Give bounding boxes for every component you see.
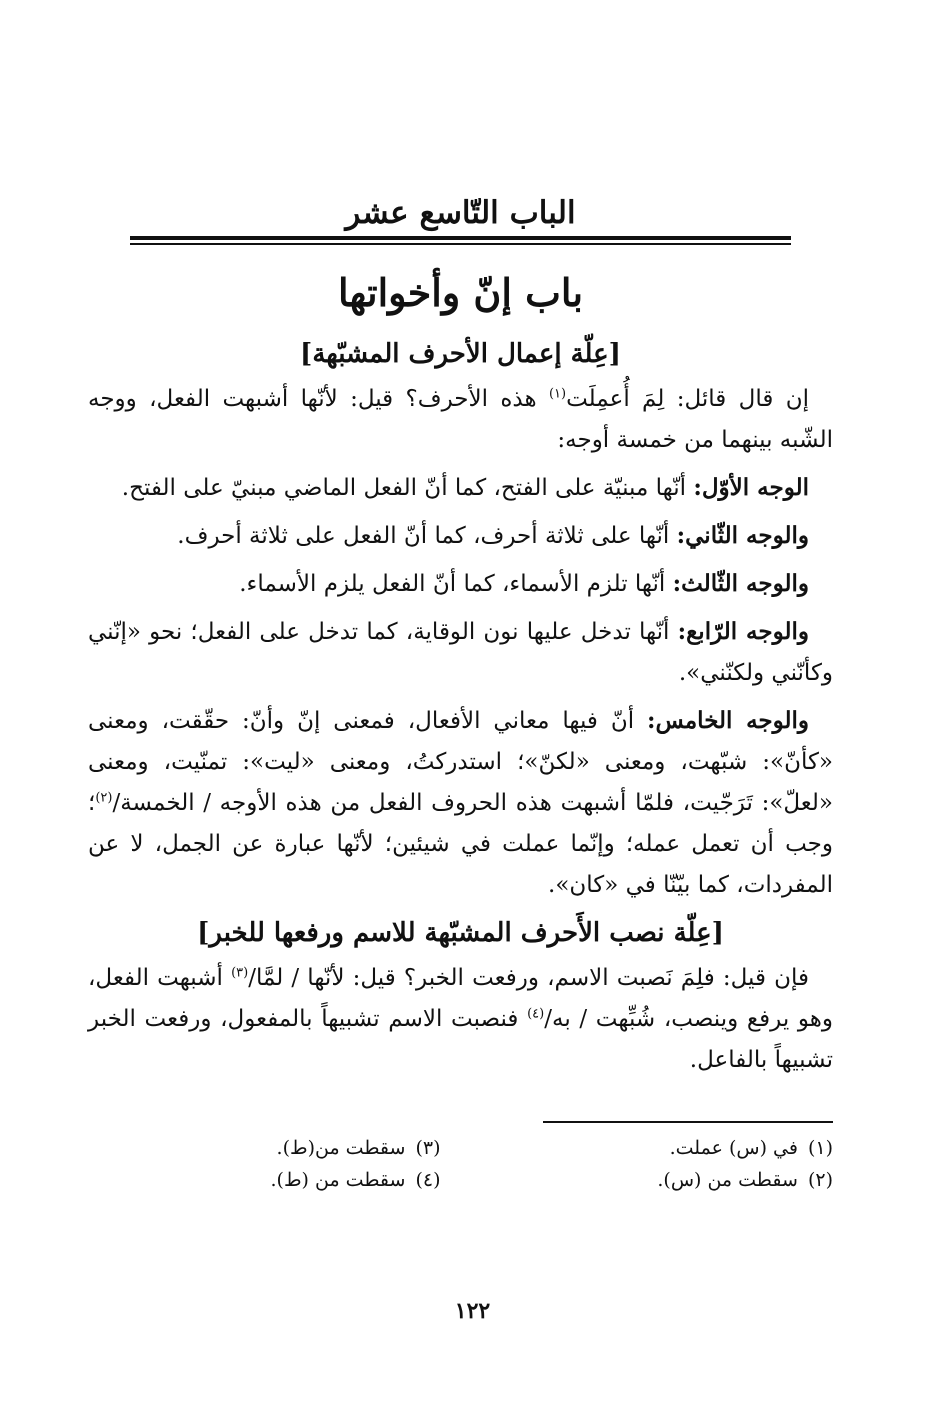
footnote-number: (١) [807, 1137, 833, 1159]
aspect-4-lead: والوجه الرّابع: [677, 618, 809, 645]
footnote-ref-1: (١) [548, 386, 567, 402]
aspect-1-lead: الوجه الأوّل: [693, 474, 809, 501]
paragraph-second-section [88, 958, 833, 1081]
footnote-ref-4: (٤) [527, 1006, 545, 1022]
footnote-number: (٣) [415, 1137, 441, 1159]
footnote-text: سقطت من (س). [657, 1169, 798, 1191]
footnote-item [481, 1133, 834, 1163]
section-heading-2: [عِلّة نصب الأَحرف المشبّهة للاسم ورفعها للخبر] [197, 918, 724, 948]
footnote-item [481, 1165, 834, 1195]
paragraph-aspect-5 [88, 700, 833, 906]
second-text-rest: فنصبت الاسم تشبيهاً بالمفعول، ورفعت الخبر تشبيهاً بالفاعل. [88, 1006, 833, 1073]
paragraph-aspect-4 [88, 611, 833, 694]
footnote-text: سقطت من (ط). [270, 1169, 406, 1191]
aspect-4-text: أنّها تدخل عليها نون الوقاية، كما تدخل على الفعل؛ نحو «إنّني وكأنّني ولكنّني». [88, 619, 833, 686]
paragraph-aspect-2 [88, 515, 833, 557]
aspect-3-lead: والوجه الثّالث: [672, 570, 809, 597]
aspect-5-text: أنّ فيها معاني الأفعال، فمعنى إنّ وأنّ: حقّقت، ومعنى «كأنّ»: شبّهت، ومعنى «لكنّ»؛ استدركتُ، ومعنى «ليت»: تمنّيت، ومعنى «لعلّ»: تَرَجّيت، فلمّا أشبهت هذه الحروف الفعل من هذه الأوجه / الخمسة/ [88, 708, 833, 816]
footnote-ref-2: (٢) [95, 790, 113, 806]
footnote-number: (٢) [807, 1169, 833, 1191]
footnote-ref-3: (٣) [231, 965, 249, 981]
second-text-mid: أشبهت الفعل، وهو يرفع وينصب، شُبِّهت / به/ [88, 965, 834, 1032]
aspect-1-text: أنّها مبنيّة على الفتح، كما أنّ الفعل الماضي مبنيّ على الفتح. [121, 475, 694, 501]
paragraph-intro [88, 379, 833, 461]
chapter-heading: الباب التّاسع عشر [345, 195, 576, 231]
footnote-rule [543, 1121, 833, 1123]
intro-text: إن قال قائل: لِمَ أُعمِلَت [566, 386, 809, 412]
paragraph-aspect-3 [88, 563, 833, 605]
paragraph-aspect-1 [88, 467, 833, 509]
section-heading-1: [عِلّة إعمال الأحرف المشبّهة] [300, 339, 621, 369]
aspect-3-text: أنّها تلزم الأسماء، كما أنّ الفعل يلزم الأسماء. [239, 571, 673, 597]
footnote-item [88, 1133, 441, 1163]
heading-rule-thin [130, 243, 791, 245]
second-text: فإن قيل: فلِمَ نَصبت الاسم، ورفعت الخبر؟ قيل: لأنّها / لمَّا/ [248, 965, 809, 991]
page-title: باب إنّ وأخواتها [337, 270, 584, 315]
footnote-item [88, 1165, 441, 1195]
footnotes [88, 1133, 833, 1195]
intro-text-rest: هذه الأحرف؟ قيل: لأنّها أشبهت الفعل، ووجه الشّبه بينهما من خمسة أوجه: [88, 386, 833, 453]
footnote-text: في (س) عملت. [669, 1137, 798, 1159]
heading-rule-thick [130, 236, 791, 240]
aspect-2-text: أنّها على ثلاثة أحرف، كما أنّ الفعل على ثلاثة أحرف. [177, 523, 677, 549]
footnote-text: سقطت من(ط). [276, 1137, 406, 1159]
aspect-5-text-rest: ؛ وجب أن تعمل عمله؛ وإنّما عملت في شيئين؛ لأنّها عبارة عن الجمل، لا عن المفردات، كما بيّنّا في «كان». [88, 790, 833, 898]
page-number: ١٢٢ [454, 1298, 491, 1324]
aspect-2-lead: والوجه الثّاني: [676, 522, 809, 549]
footnote-number: (٤) [415, 1169, 441, 1191]
aspect-5-lead: والوجه الخامس: [647, 707, 810, 734]
page-body [88, 190, 833, 1417]
